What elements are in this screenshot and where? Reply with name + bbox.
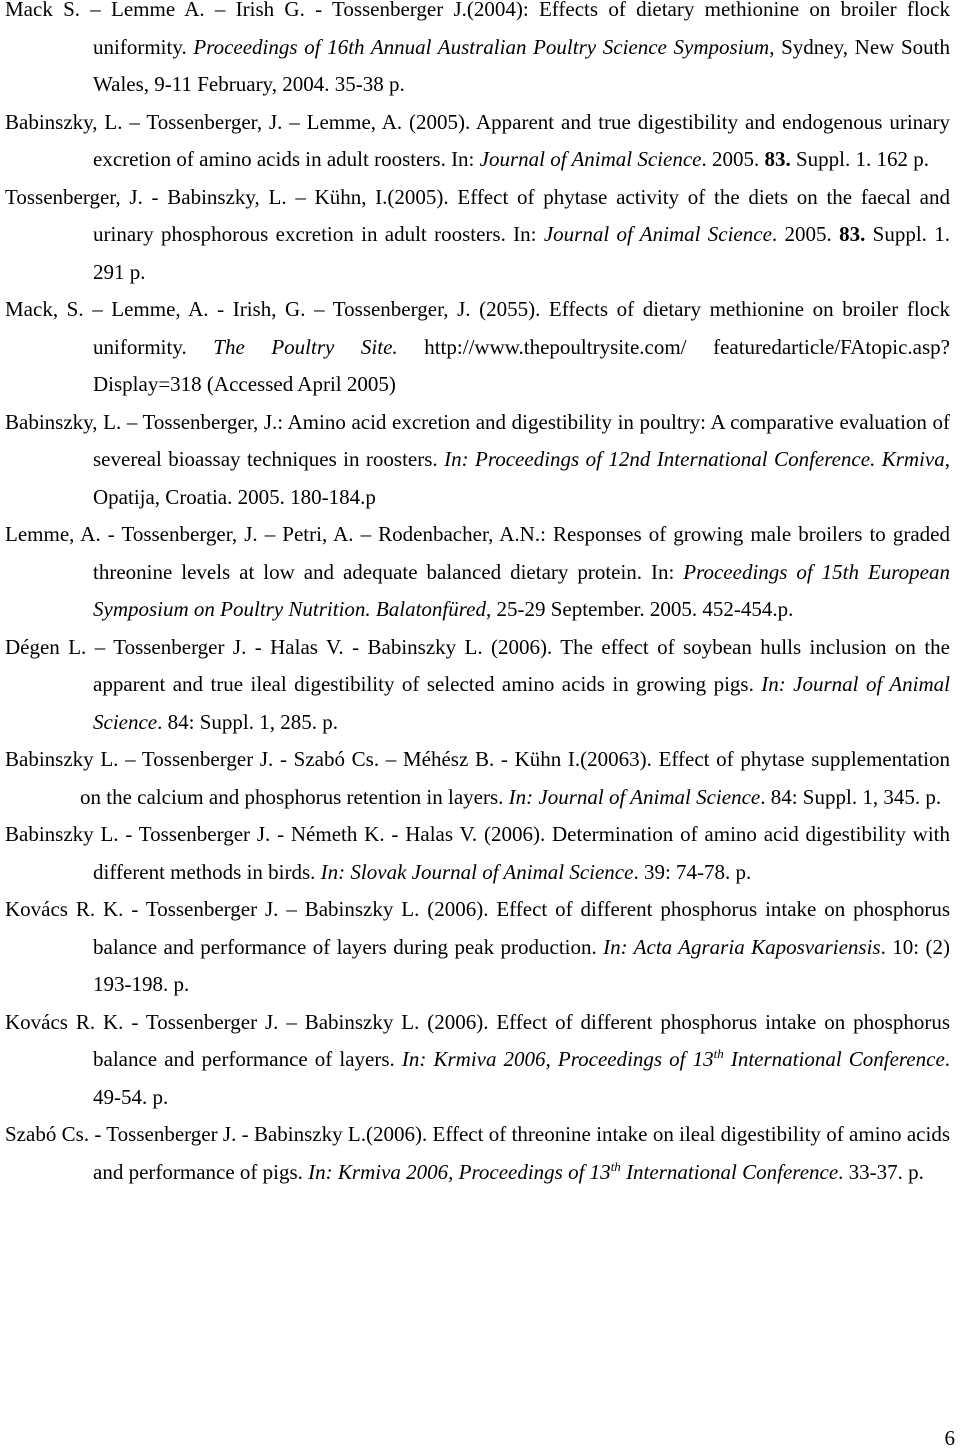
reference-10	[5, 891, 950, 1004]
reference-text: . 84: Suppl. 1, 345. p.	[760, 784, 942, 809]
page-number: 6	[944, 1426, 955, 1450]
reference-text: Tossenberger, J. - Babinszky, L. – Kühn, I.(2005). Effect of phytase activity of the diets on the faecal and urinary phosphorous excretion in adult roosters. In:	[5, 184, 950, 246]
reference-text: . 49-54. p.	[93, 1047, 951, 1109]
reference-11	[5, 1004, 950, 1117]
reference-5	[5, 404, 950, 517]
reference-2	[5, 104, 950, 179]
reference-text: Journal of Animal Science	[543, 222, 772, 246]
reference-text: Proceedings of 16th Annual Australian Poultry Science Symposium,	[193, 34, 775, 59]
reference-text: . 84: Suppl. 1, 285. p.	[157, 709, 338, 734]
reference-text: In: Proceedings of 12nd International Conference. Krmiva	[444, 447, 945, 471]
reference-text: In: Krmiva 2006, Proceedings of 13	[401, 1047, 714, 1071]
reference-7	[5, 629, 950, 742]
reference-text: Dégen L. – Tossenberger J. - Halas V. - Babinszky L. (2006). The effect of soybean hulls inclusion on the apparent and true ileal digestibility of selected amino acids in growing pigs.	[5, 634, 950, 696]
reference-text: Babinszky L. - Tossenberger J. - Németh K. - Halas V. (2006). Determination of amino acid digestibility with different methods in birds.	[5, 822, 950, 884]
reference-list	[5, 0, 950, 1191]
reference-text: Szabó Cs. - Tossenberger J. - Babinszky L.(2006). Effect of threonine intake on ileal digestibility of amino acids and performance of pigs.	[5, 1122, 950, 1184]
reference-text: http://www.thepoultrysite.com/ featuredarticle/FAtopic.asp? Display=318 (Accessed April 2005)	[93, 334, 950, 396]
reference-text: International Conference	[620, 1159, 839, 1184]
reference-text: In: Journal of Animal Science	[93, 672, 950, 734]
reference-text: 83.	[764, 147, 791, 171]
reference-text: Mack, S. – Lemme, A. - Irish, G. – Tossenberger, J. (2055). Effects of dietary methionine on broiler flock uniformity.	[5, 297, 950, 359]
reference-text: Kovács R. K. - Tossenberger J. – Babinszky L. (2006). Effect of different phosphorus intake on phosphorus balance and performance of layers during peak production.	[5, 897, 950, 959]
reference-text: Journal of Animal Science	[479, 147, 702, 171]
reference-text: The Poultry Site.	[213, 334, 398, 359]
reference-text: In: Acta Agraria Kaposvariensis	[603, 934, 881, 959]
reference-text: In: Krmiva 2006, Proceedings of 13	[308, 1159, 611, 1184]
reference-text: 83.	[839, 222, 866, 246]
reference-1	[5, 0, 950, 104]
reference-9	[5, 816, 950, 891]
reference-text: . 2005.	[771, 222, 840, 246]
reference-3	[5, 179, 950, 292]
reference-text: Sydney, New South Wales, 9-11 February, 2004. 35-38 p.	[93, 34, 950, 96]
reference-text: . 39: 74-78. p.	[633, 859, 752, 884]
reference-text: In: Slovak Journal of Animal Science	[320, 859, 634, 884]
reference-text: . 33-37. p.	[838, 1159, 924, 1184]
reference-text: Kovács R. K. - Tossenberger J. – Babinszky L. (2006). Effect of different phosphorus intake on phosphorus balance and performance of layers.	[5, 1009, 950, 1071]
reference-6	[5, 516, 950, 629]
reference-4	[5, 291, 950, 404]
reference-text: . 10: (2) 193-198. p.	[93, 934, 950, 996]
reference-text: Babinszky, L. – Tossenberger, J. – Lemme, A. (2005). Apparent and true digestibility and endogenous urinary excretion of amino acids in adult roosters. In:	[5, 109, 950, 171]
reference-text: th	[713, 1046, 724, 1061]
reference-text: , 25-29 September. 2005. 452-454.p.	[485, 597, 794, 621]
reference-text: , Opatija, Croatia. 2005. 180-184.p	[93, 447, 951, 509]
reference-text: Suppl. 1. 291 p.	[93, 222, 951, 284]
reference-text: Suppl. 1. 162 p.	[790, 147, 929, 171]
reference-8	[5, 741, 950, 816]
reference-text: th	[610, 1158, 621, 1174]
reference-text: Mack S. – Lemme A. – Irish G. - Tossenberger J.(2004): Effects of dietary methionine on broiler flock uniformity.	[5, 0, 950, 59]
reference-text: Lemme, A. - Tossenberger, J. – Petri, A. – Rodenbacher, A.N.: Responses of growing male broilers to graded threonine levels at low and adequate balanced dietary protein. In:	[5, 522, 950, 584]
reference-text: . 2005.	[701, 147, 765, 171]
reference-text: Babinszky L. – Tossenberger J. - Szabó Cs. – Méhész B. - Kühn I.(20063). Effect of phytase supplementation on the calcium and phosphorus retention in layers.	[5, 747, 950, 809]
reference-text: In: Journal of Animal Science	[508, 784, 761, 809]
reference-text: Proceedings of 15th European Symposium on Poultry Nutrition. Balatonfüred	[93, 559, 950, 621]
reference-text: Babinszky, L. – Tossenberger, J.: Amino acid excretion and digestibility in poultry: A comparative evaluation of severeal bioassay techniques in roosters.	[5, 409, 950, 471]
reference-12	[5, 1116, 950, 1191]
reference-text: International Conference	[723, 1047, 945, 1071]
